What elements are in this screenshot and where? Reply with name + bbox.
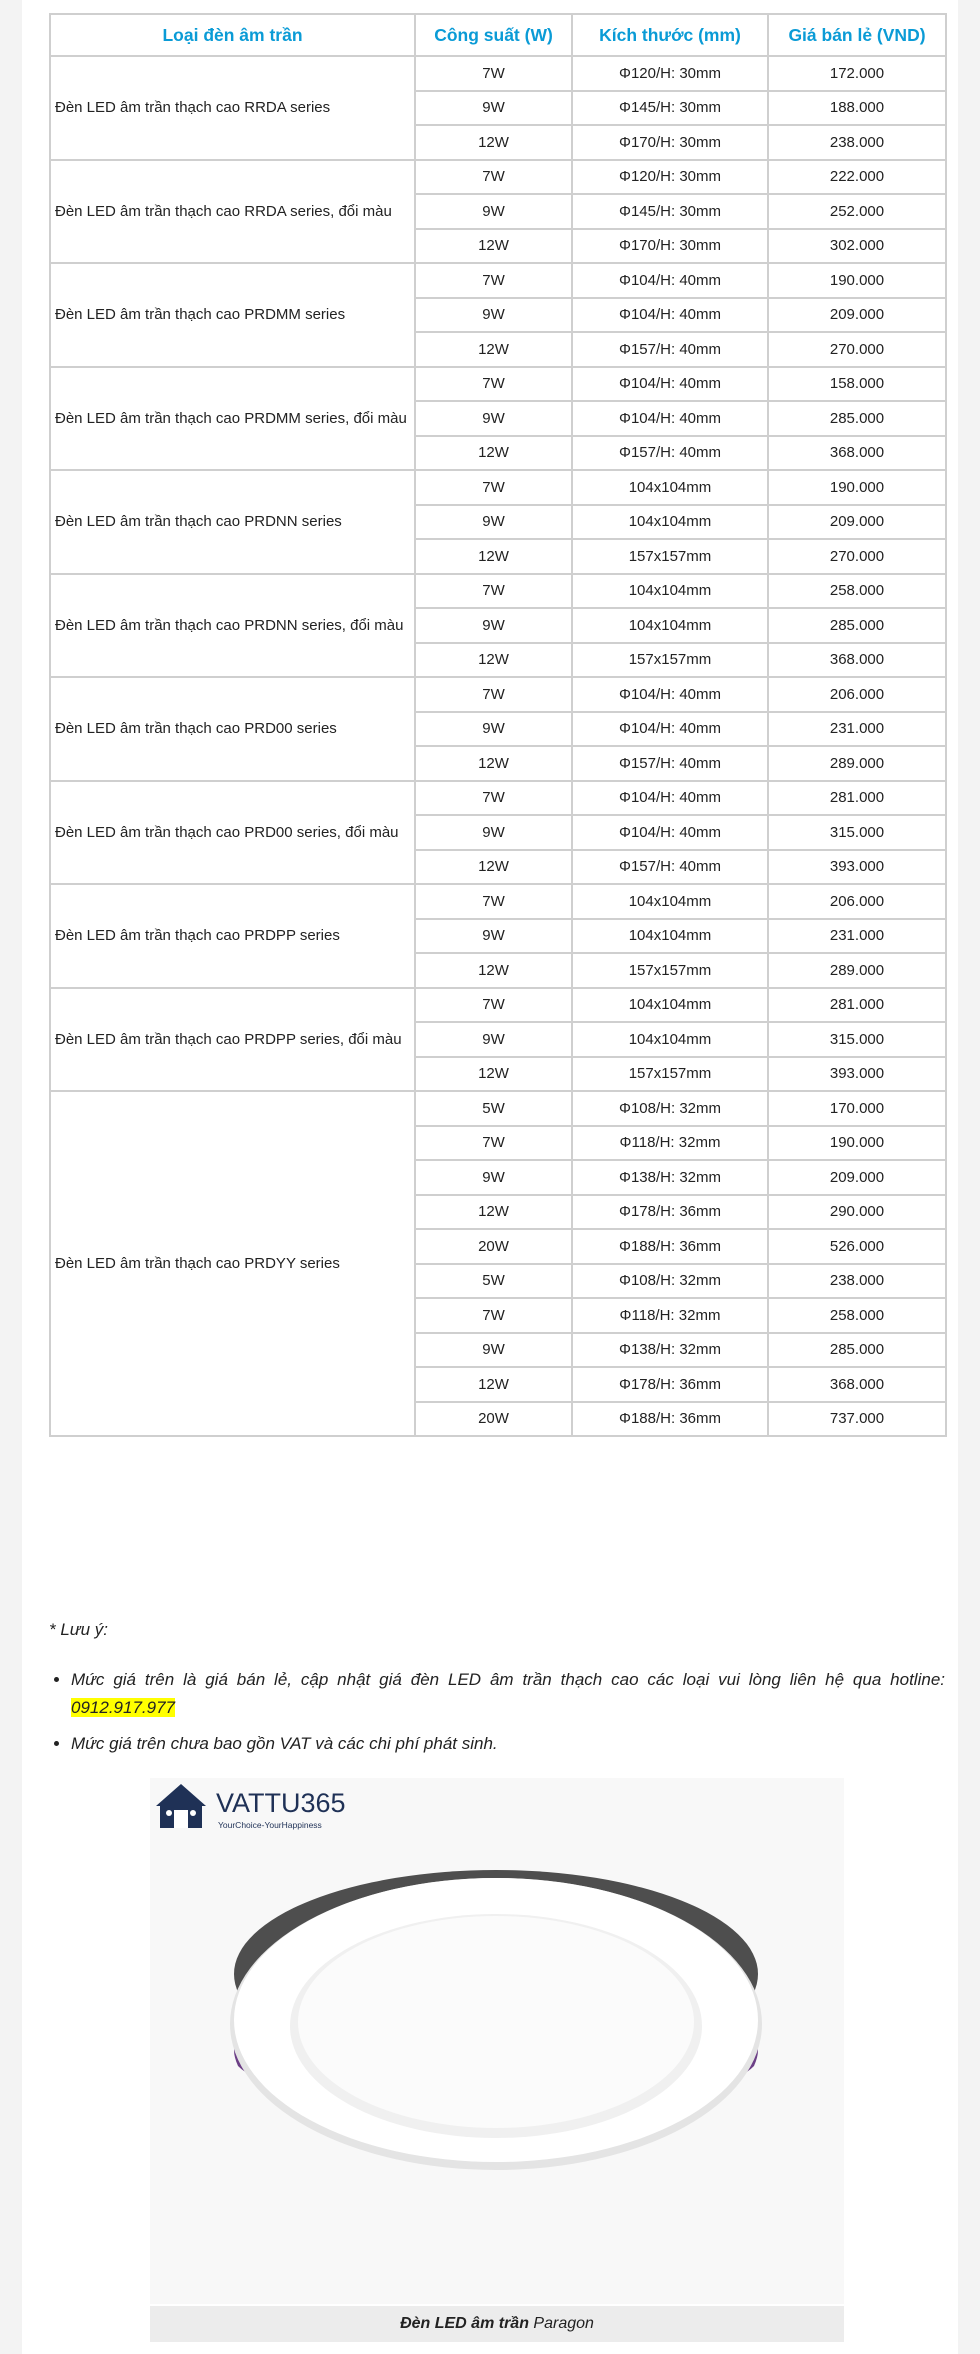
note-bullet-price-text: Mức giá trên là giá bán lẻ, cập nhật giá đèn LED âm trần thạch cao các loại vui lòng liên hệ qua hotline:	[71, 1670, 945, 1689]
size-cell: 157x157mm	[572, 643, 768, 678]
vattu365-logo	[156, 1784, 346, 1830]
price-cell: 270.000	[768, 332, 946, 367]
price-cell: 290.000	[768, 1195, 946, 1230]
caption-rest: Paragon	[528, 2315, 594, 2332]
size-cell: 104x104mm	[572, 608, 768, 643]
power-cell: 20W	[415, 1229, 572, 1264]
table-row	[50, 988, 946, 1023]
note-bullet-vat: • Mức giá trên chưa bao gồn VAT và các chi phí phát sinh.	[71, 1730, 945, 1758]
price-cell: 258.000	[768, 574, 946, 609]
power-cell: 7W	[415, 574, 572, 609]
price-cell: 172.000	[768, 56, 946, 91]
price-cell: 238.000	[768, 125, 946, 160]
image-caption	[150, 2306, 844, 2342]
power-cell: 7W	[415, 1126, 572, 1161]
note-title: * Lưu ý:	[49, 1620, 108, 1639]
price-cell: 526.000	[768, 1229, 946, 1264]
lamp-type-cell: Đèn LED âm trần thạch cao PRD00 series, đổi màu	[50, 781, 415, 885]
size-cell: Φ157/H: 40mm	[572, 436, 768, 471]
table-row	[50, 367, 946, 402]
price-cell: 285.000	[768, 608, 946, 643]
logo-text: VATTU365	[216, 1788, 346, 1818]
price-cell: 281.000	[768, 988, 946, 1023]
header-power: Công suất (W)	[415, 14, 572, 56]
price-cell: 285.000	[768, 401, 946, 436]
price-cell: 231.000	[768, 919, 946, 954]
note-list	[49, 1666, 945, 1766]
size-cell: Φ157/H: 40mm	[572, 746, 768, 781]
table-row	[50, 56, 946, 91]
size-cell: Φ188/H: 36mm	[572, 1229, 768, 1264]
power-cell: 9W	[415, 919, 572, 954]
price-cell: 209.000	[768, 505, 946, 540]
size-cell: Φ178/H: 36mm	[572, 1195, 768, 1230]
size-cell: Φ104/H: 40mm	[572, 367, 768, 402]
note-bullet-price	[71, 1666, 945, 1722]
logo-tagline: YourChoice-YourHappiness	[218, 1820, 322, 1830]
price-cell: 302.000	[768, 229, 946, 264]
power-cell: 12W	[415, 1057, 572, 1092]
downlight-illustration	[230, 1870, 762, 2170]
lamp-type-cell: Đèn LED âm trần thạch cao RRDA series, đổi màu	[50, 160, 415, 264]
power-cell: 12W	[415, 436, 572, 471]
lamp-type-cell: Đèn LED âm trần thạch cao PRDPP series, đổi màu	[50, 988, 415, 1092]
price-cell: 209.000	[768, 298, 946, 333]
table-row	[50, 470, 946, 505]
size-cell: 104x104mm	[572, 505, 768, 540]
price-cell: 315.000	[768, 815, 946, 850]
size-cell: Φ104/H: 40mm	[572, 677, 768, 712]
lamp-type-cell: Đèn LED âm trần thạch cao PRDMM series	[50, 263, 415, 367]
power-cell: 12W	[415, 953, 572, 988]
price-cell: 737.000	[768, 1402, 946, 1437]
power-cell: 9W	[415, 1022, 572, 1057]
price-cell: 190.000	[768, 470, 946, 505]
power-cell: 5W	[415, 1091, 572, 1126]
power-cell: 9W	[415, 1160, 572, 1195]
price-cell: 393.000	[768, 850, 946, 885]
price-cell: 368.000	[768, 436, 946, 471]
power-cell: 12W	[415, 643, 572, 678]
caption-bold: Đèn LED âm trần	[400, 2315, 529, 2332]
price-cell: 270.000	[768, 539, 946, 574]
size-cell: Φ157/H: 40mm	[572, 850, 768, 885]
power-cell: 7W	[415, 988, 572, 1023]
size-cell: Φ120/H: 30mm	[572, 56, 768, 91]
power-cell: 12W	[415, 1367, 572, 1402]
size-cell: 157x157mm	[572, 1057, 768, 1092]
product-image	[150, 1778, 844, 2304]
lamp-type-cell: Đèn LED âm trần thạch cao PRDPP series	[50, 884, 415, 988]
table-row	[50, 263, 946, 298]
article-content	[22, 0, 958, 2354]
price-cell: 190.000	[768, 1126, 946, 1161]
price-cell: 252.000	[768, 194, 946, 229]
power-cell: 9W	[415, 712, 572, 747]
size-cell: Φ108/H: 32mm	[572, 1264, 768, 1299]
size-cell: 157x157mm	[572, 539, 768, 574]
power-cell: 9W	[415, 91, 572, 126]
power-cell: 12W	[415, 1195, 572, 1230]
power-cell: 7W	[415, 884, 572, 919]
power-cell: 12W	[415, 125, 572, 160]
product-photo-svg	[150, 1778, 844, 2304]
power-cell: 12W	[415, 539, 572, 574]
size-cell: 157x157mm	[572, 953, 768, 988]
power-cell: 9W	[415, 194, 572, 229]
price-cell: 206.000	[768, 884, 946, 919]
price-cell: 206.000	[768, 677, 946, 712]
price-cell: 289.000	[768, 953, 946, 988]
size-cell: 104x104mm	[572, 574, 768, 609]
price-cell: 238.000	[768, 1264, 946, 1299]
size-cell: Φ104/H: 40mm	[572, 401, 768, 436]
table-row	[50, 677, 946, 712]
size-cell: Φ118/H: 32mm	[572, 1126, 768, 1161]
power-cell: 7W	[415, 677, 572, 712]
size-cell: Φ188/H: 36mm	[572, 1402, 768, 1437]
size-cell: Φ138/H: 32mm	[572, 1160, 768, 1195]
price-cell: 158.000	[768, 367, 946, 402]
power-cell: 5W	[415, 1264, 572, 1299]
price-cell: 231.000	[768, 712, 946, 747]
size-cell: Φ104/H: 40mm	[572, 781, 768, 816]
size-cell: Φ108/H: 32mm	[572, 1091, 768, 1126]
power-cell: 9W	[415, 298, 572, 333]
lamp-type-cell: Đèn LED âm trần thạch cao PRDNN series	[50, 470, 415, 574]
size-cell: Φ118/H: 32mm	[572, 1298, 768, 1333]
header-lamp-type: Loại đèn âm trần	[50, 14, 415, 56]
power-cell: 20W	[415, 1402, 572, 1437]
price-cell: 170.000	[768, 1091, 946, 1126]
size-cell: Φ104/H: 40mm	[572, 712, 768, 747]
size-cell: Φ138/H: 32mm	[572, 1333, 768, 1368]
size-cell: Φ104/H: 40mm	[572, 815, 768, 850]
power-cell: 9W	[415, 505, 572, 540]
table-row	[50, 574, 946, 609]
size-cell: Φ145/H: 30mm	[572, 91, 768, 126]
size-cell: 104x104mm	[572, 919, 768, 954]
lamp-type-cell: Đèn LED âm trần thạch cao RRDA series	[50, 56, 415, 160]
table-row	[50, 160, 946, 195]
power-cell: 12W	[415, 229, 572, 264]
table-body	[50, 56, 946, 1436]
price-cell: 281.000	[768, 781, 946, 816]
size-cell: Φ120/H: 30mm	[572, 160, 768, 195]
lamp-type-cell: Đèn LED âm trần thạch cao PRDMM series, đổi màu	[50, 367, 415, 471]
power-cell: 7W	[415, 781, 572, 816]
hotline-number[interactable]: 0912.917.977	[71, 1698, 175, 1717]
size-cell: Φ145/H: 30mm	[572, 194, 768, 229]
price-cell: 258.000	[768, 1298, 946, 1333]
size-cell: Φ178/H: 36mm	[572, 1367, 768, 1402]
price-cell: 190.000	[768, 263, 946, 298]
power-cell: 7W	[415, 160, 572, 195]
price-cell: 222.000	[768, 160, 946, 195]
price-cell: 285.000	[768, 1333, 946, 1368]
table-header-row	[50, 14, 946, 56]
size-cell: Φ104/H: 40mm	[572, 298, 768, 333]
price-cell: 289.000	[768, 746, 946, 781]
power-cell: 12W	[415, 850, 572, 885]
power-cell: 12W	[415, 746, 572, 781]
price-cell: 368.000	[768, 1367, 946, 1402]
lamp-type-cell: Đèn LED âm trần thạch cao PRD00 series	[50, 677, 415, 781]
size-cell: 104x104mm	[572, 1022, 768, 1057]
power-cell: 9W	[415, 1333, 572, 1368]
header-size: Kích thước (mm)	[572, 14, 768, 56]
price-cell: 393.000	[768, 1057, 946, 1092]
price-cell: 368.000	[768, 643, 946, 678]
size-cell: Φ157/H: 40mm	[572, 332, 768, 367]
power-cell: 9W	[415, 401, 572, 436]
size-cell: 104x104mm	[572, 884, 768, 919]
lamp-type-cell: Đèn LED âm trần thạch cao PRDYY series	[50, 1091, 415, 1436]
power-cell: 9W	[415, 608, 572, 643]
size-cell: 104x104mm	[572, 470, 768, 505]
size-cell: Φ104/H: 40mm	[572, 263, 768, 298]
table-row	[50, 1091, 946, 1126]
power-cell: 12W	[415, 332, 572, 367]
price-cell: 188.000	[768, 91, 946, 126]
size-cell: 104x104mm	[572, 988, 768, 1023]
lamp-type-cell: Đèn LED âm trần thạch cao PRDNN series, đổi màu	[50, 574, 415, 678]
power-cell: 7W	[415, 56, 572, 91]
table-row	[50, 884, 946, 919]
power-cell: 9W	[415, 815, 572, 850]
power-cell: 7W	[415, 367, 572, 402]
size-cell: Φ170/H: 30mm	[572, 229, 768, 264]
price-cell: 209.000	[768, 1160, 946, 1195]
size-cell: Φ170/H: 30mm	[572, 125, 768, 160]
price-cell: 315.000	[768, 1022, 946, 1057]
power-cell: 7W	[415, 470, 572, 505]
price-table	[49, 13, 947, 1437]
table-row	[50, 781, 946, 816]
header-price: Giá bán lẻ (VND)	[768, 14, 946, 56]
power-cell: 7W	[415, 263, 572, 298]
power-cell: 7W	[415, 1298, 572, 1333]
